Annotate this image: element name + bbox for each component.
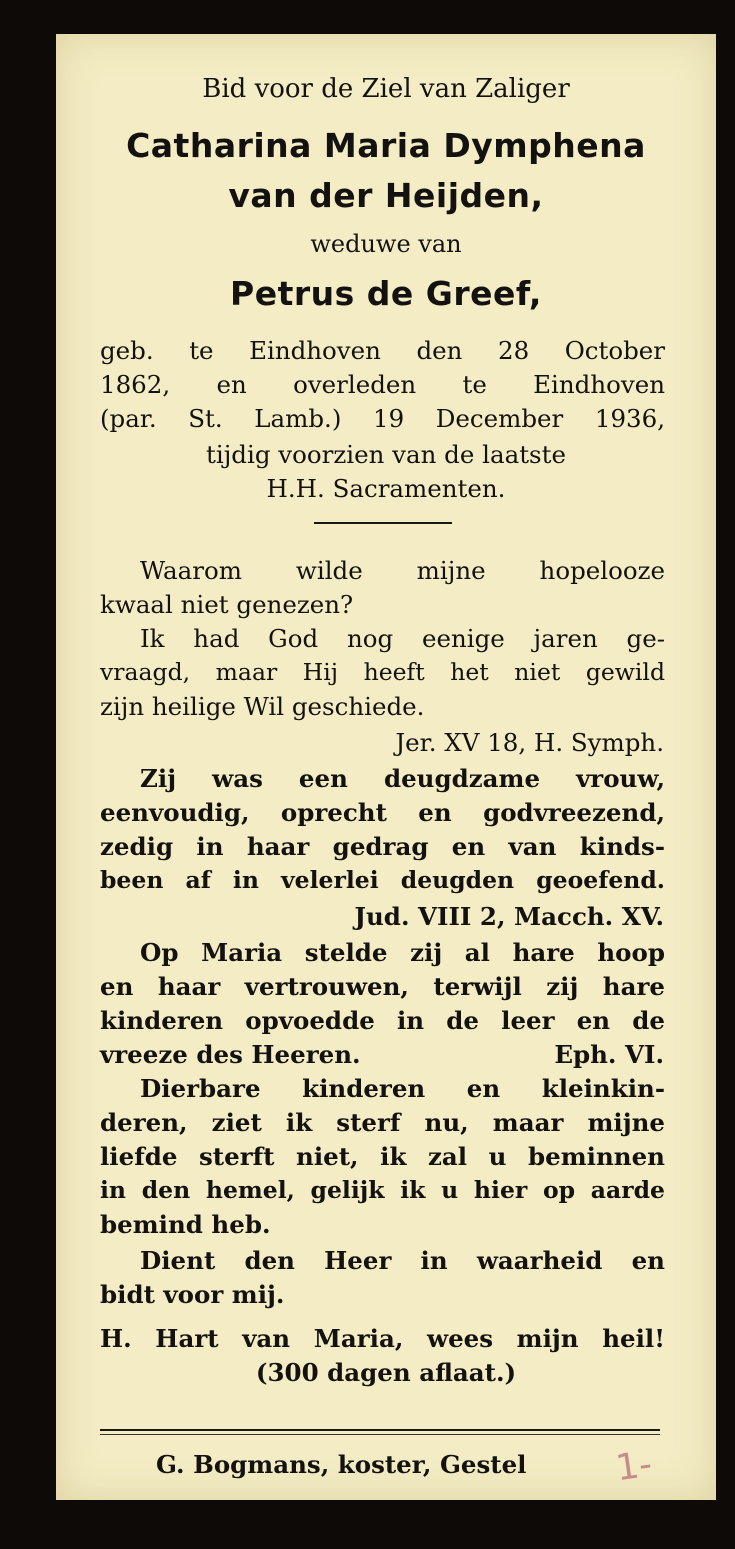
verse-line: Op Maria stelde zij al hare hoop: [140, 938, 665, 967]
verse-line: Ik had God nog eenige jaren ge-: [140, 624, 665, 653]
verse-line: Dierbare kinderen en kleinkin-: [140, 1074, 665, 1103]
husband-name: Petrus de Greef,: [230, 274, 542, 313]
verse-line: liefde sterft niet, ik zal u beminnen: [100, 1142, 665, 1171]
deceased-name-line1: Catharina Maria Dymphena: [126, 126, 646, 165]
verse-line: kinderen opvoedde in de leer en de: [100, 1006, 665, 1035]
printer-credit: G. Bogmans, koster, Gestel: [156, 1450, 527, 1479]
verse-line: Zij was een deugdzame vrouw,: [140, 764, 665, 793]
intro-line: Bid voor de Ziel van Zaliger: [202, 74, 570, 104]
bio-line: (par. St. Lamb.) 19 December 1936,: [100, 404, 665, 433]
indulgence-line: (300 dagen aflaat.): [255, 1358, 517, 1387]
deceased-name-line2: van der Heijden,: [228, 176, 544, 215]
verse-reference: Jud. VIII 2, Macch. XV.: [354, 902, 664, 931]
verse-line: en haar vertrouwen, terwijl zij hare: [100, 972, 665, 1001]
verse-line: eenvoudig, oprecht en godvreezend,: [100, 798, 665, 827]
verse-line: in den hemel, gelijk ik u hier op aarde: [100, 1176, 665, 1204]
bio-line: H.H. Sacramenten.: [266, 474, 506, 503]
verse-line: vraagd, maar Hij heeft het niet gewild: [100, 658, 665, 686]
verse-line: bidt voor mij.: [100, 1280, 285, 1309]
verse-line: zedig in haar gedrag en van kinds-: [100, 832, 665, 861]
prayer-line: H. Hart van Maria, wees mijn heil!: [100, 1324, 665, 1353]
verse-reference: Eph. VI.: [554, 1040, 664, 1069]
verse-reference: Jer. XV 18, H. Symph.: [395, 728, 664, 757]
bio-line: tijdig voorzien van de laatste: [206, 440, 566, 469]
verse-line: deren, ziet ik sterf nu, maar mijne: [100, 1108, 665, 1137]
verse-line: Dient den Heer in waarheid en: [140, 1246, 665, 1275]
verse-line: kwaal niet genezen?: [100, 590, 354, 619]
divider-long: [100, 1429, 660, 1431]
divider-short: [314, 522, 452, 524]
pencil-price-note: 1-: [613, 1443, 655, 1490]
divider-long-thin: [100, 1434, 660, 1435]
verse-line: Waarom wilde mijne hopelooze: [140, 556, 665, 585]
widow-of-line: weduwe van: [310, 230, 462, 258]
verse-line: been af in velerlei deugden geoefend.: [100, 866, 665, 894]
prayer-card: [56, 34, 716, 1500]
bio-line: 1862, en overleden te Eindhoven: [100, 370, 665, 399]
verse-line: zijn heilige Wil geschiede.: [100, 692, 425, 721]
verse-line: bemind heb.: [100, 1210, 271, 1239]
bio-line: geb. te Eindhoven den 28 October: [100, 336, 665, 365]
verse-line: vreeze des Heeren.: [100, 1040, 361, 1069]
